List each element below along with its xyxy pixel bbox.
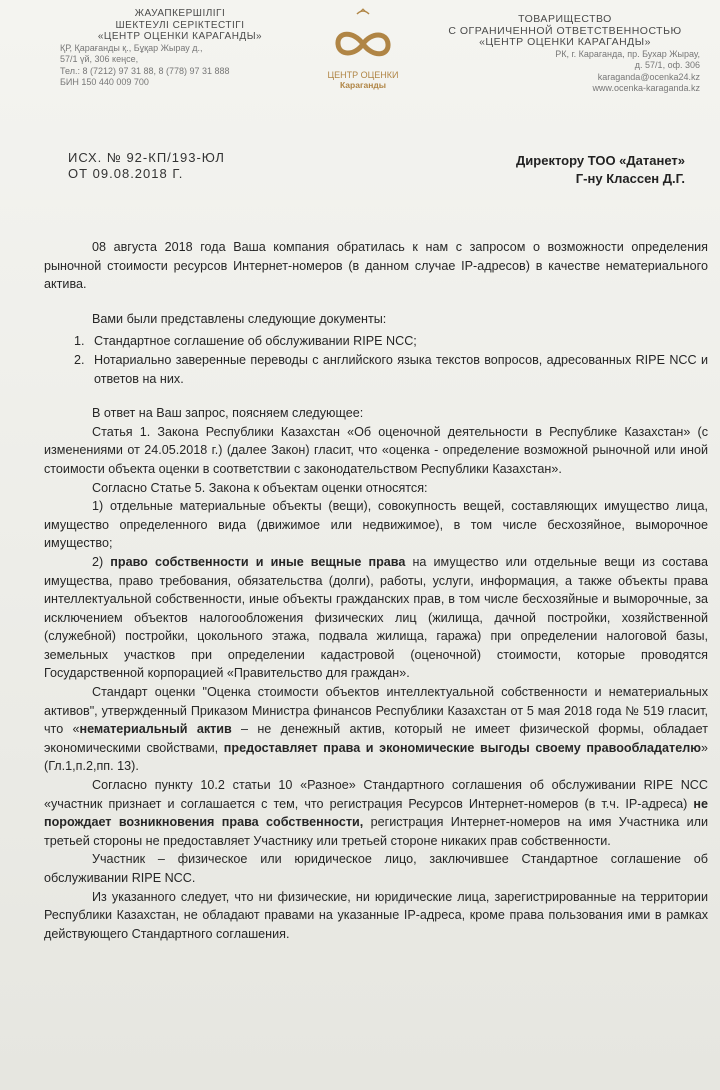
org-name-kz-line1: ЖАУАПКЕРШІЛІГІ [134, 8, 226, 19]
intro-paragraph: 08 августа 2018 года Ваша компания обратилась к нам с запросом о возможности определения рыночной стоимости ресурсов Интернет-номеров (в данном случае IP-адресов) в качестве нематериального актива. [44, 240, 708, 292]
standard-text-end: » (Гл.1,п.2,пп. 13). [44, 740, 708, 774]
contact-kz-phone: Тел.: 8 (7212) 97 31 88, 8 (778) 97 31 888 [60, 65, 230, 76]
contact-kz-office: 57/1 үй, 306 кеңсе, [60, 54, 139, 64]
org-name-ru-line1: ТОВАРИЩЕСТВО [518, 13, 612, 25]
company-logo [326, 8, 400, 90]
reference-date: ОТ 09.08.2018 Г. [68, 166, 184, 181]
documents-intro: Вами были представлены следующие документы: [92, 311, 387, 326]
org-name-ru-line3: «ЦЕНТР ОЦЕНКИ КАРАГАНДЫ» [479, 36, 651, 48]
answer-intro: В ответ на Ваш запрос, поясняем следующее: [92, 406, 364, 421]
letterhead-left [60, 8, 300, 89]
contact-email: karaganda@ocenka24.kz [597, 71, 700, 82]
logo-text-line2: Караганды [340, 80, 386, 90]
letter-body [44, 238, 708, 943]
conclusion-paragraph: Из указанного следует, что ни физические, ни юридические лица, зарегистрированные на территории Республики Казахстан, не обладают правами на указанные IP-адреса, кроме права пользования ими в рамках действующего Стандартного соглашения. [44, 889, 708, 941]
ripe-bold-clause: не порождает возникновения права собственности, [44, 796, 708, 830]
ripe-paragraph [44, 776, 708, 850]
org-name-kz-line3: «ЦЕНТР ОЦЕНКИ КАРАГАНДЫ» [97, 31, 263, 42]
standard-bold-term: нематериальный актив [79, 722, 232, 737]
org-name-kz-line2: ШЕКТЕУЛІ СЕРІКТЕСТІГІ [115, 19, 245, 31]
standard-text-middle: – не денежный актив, который не имеет физической формы, обладает экономическими свойствами, [44, 722, 708, 755]
logo-text-line1: ЦЕНТР ОЦЕНКИ [327, 70, 399, 80]
contact-kz-bin: БИН 150 440 009 700 [60, 77, 149, 87]
documents-list [44, 332, 708, 388]
object-item-2-bold: право собственности и иные вещные права [110, 554, 406, 569]
object-item-1: 1) отдельные материальные объекты (вещи), совокупность вещей, составляющих имущество лица, имущество определенного вида (движимое или недвижимое), в том числе бесхозяйное, выморочное имущество; [44, 499, 708, 551]
standard-bold-rights: предоставляет права и экономические выгоды своему правообладателю [223, 740, 701, 755]
org-name-ru-line2: С ОГРАНИЧЕННОЙ ОТВЕТСТВЕННОСТЬЮ [448, 24, 682, 37]
participant-paragraph: Участник – физическое или юридическое лицо, заключившее Стандартное соглашение об обслуживании RIPE NCC. [44, 852, 708, 885]
document-item: 1. Стандартное соглашение об обслуживании RIPE NCC; [88, 332, 708, 351]
addressee-position: Директору ТОО «Датанет» [516, 153, 685, 168]
addressee-name: Г-ну Классен Д.Г. [575, 171, 685, 186]
contact-kz-address: ҚР, Қарағанды қ., Бұқар Жырау д., [60, 42, 203, 53]
object-item-2 [44, 553, 708, 683]
ripe-text-start: Согласно пункту 10.2 статьи 10 «Разное» Стандартного соглашения об обслуживании RIPE NCC «участник признает и соглашается с тем, что регистрация Ресурсов Интернет-номеров (в т.ч. IP-адреса) [44, 778, 708, 811]
logo-emblem-icon [331, 8, 395, 70]
ripe-text-end: регистрация Интернет-номеров на имя Участника или третьей стороны не предоставляет Участнику или третьей стороне никаких прав собственности. [44, 815, 708, 848]
contact-ru-address: РК, г. Караганда, пр. Бухар Жырау, [555, 48, 700, 59]
document-item: 2. Нотариально заверенные переводы с английского языка текстов вопросов, адресованных RIPE NCC и ответов на них. [88, 351, 708, 388]
article1-paragraph: Статья 1. Закона Республики Казахстан «Об оценочной деятельности в Республике Казахстан» (с изменениями от 24.05.2018 г.) (далее Закон) гласит, что «оценка - определение возможной рыночной или иной стоимости объекта оценки в соответствии с законодательством Республики Казахстан». [44, 424, 708, 476]
outgoing-reference [68, 150, 225, 182]
reference-number: ИСХ. № 92-КП/193-ЮЛ [68, 150, 225, 165]
standard-text-start: Стандарт оценки "Оценка стоимости объектов интеллектуальной собственности и нематериальных активов", утвержденный Приказом Министра финансов Республики Казахстан от 5 мая 2018 года № 519 гласит, что « [44, 685, 708, 737]
letterhead-right [430, 14, 700, 95]
object-item-2-number: 2) [92, 554, 111, 569]
addressee-block [440, 152, 685, 188]
object-item-2-rest: на имущество или отдельные вещи из состава имущества, право требования, обязательства (долги), работы, услуги, информация, а также объекты права интеллектуальной собственности, иные объекты гражданских прав, в том числе бесхозяйные и выморочные, за исключением объектов налогообложения физических лиц (жилища, дачной постройки, хозяйственной (служебной) постройки, цокольного этажа, подвала жилища, гаража) при определении налоговой базы, земельных участков при определении кадастровой (оценочной) стоимости, которые проводятся Государственной корпорацией «Правительство для граждан». [44, 554, 708, 681]
contact-ru-office: д. 57/1, оф. 306 [634, 60, 700, 70]
article5-intro: Согласно Статье 5. Закона к объектам оценки относятся: [92, 480, 428, 495]
standard-paragraph [44, 683, 708, 776]
contact-website: www.ocenka-karaganda.kz [592, 83, 700, 93]
